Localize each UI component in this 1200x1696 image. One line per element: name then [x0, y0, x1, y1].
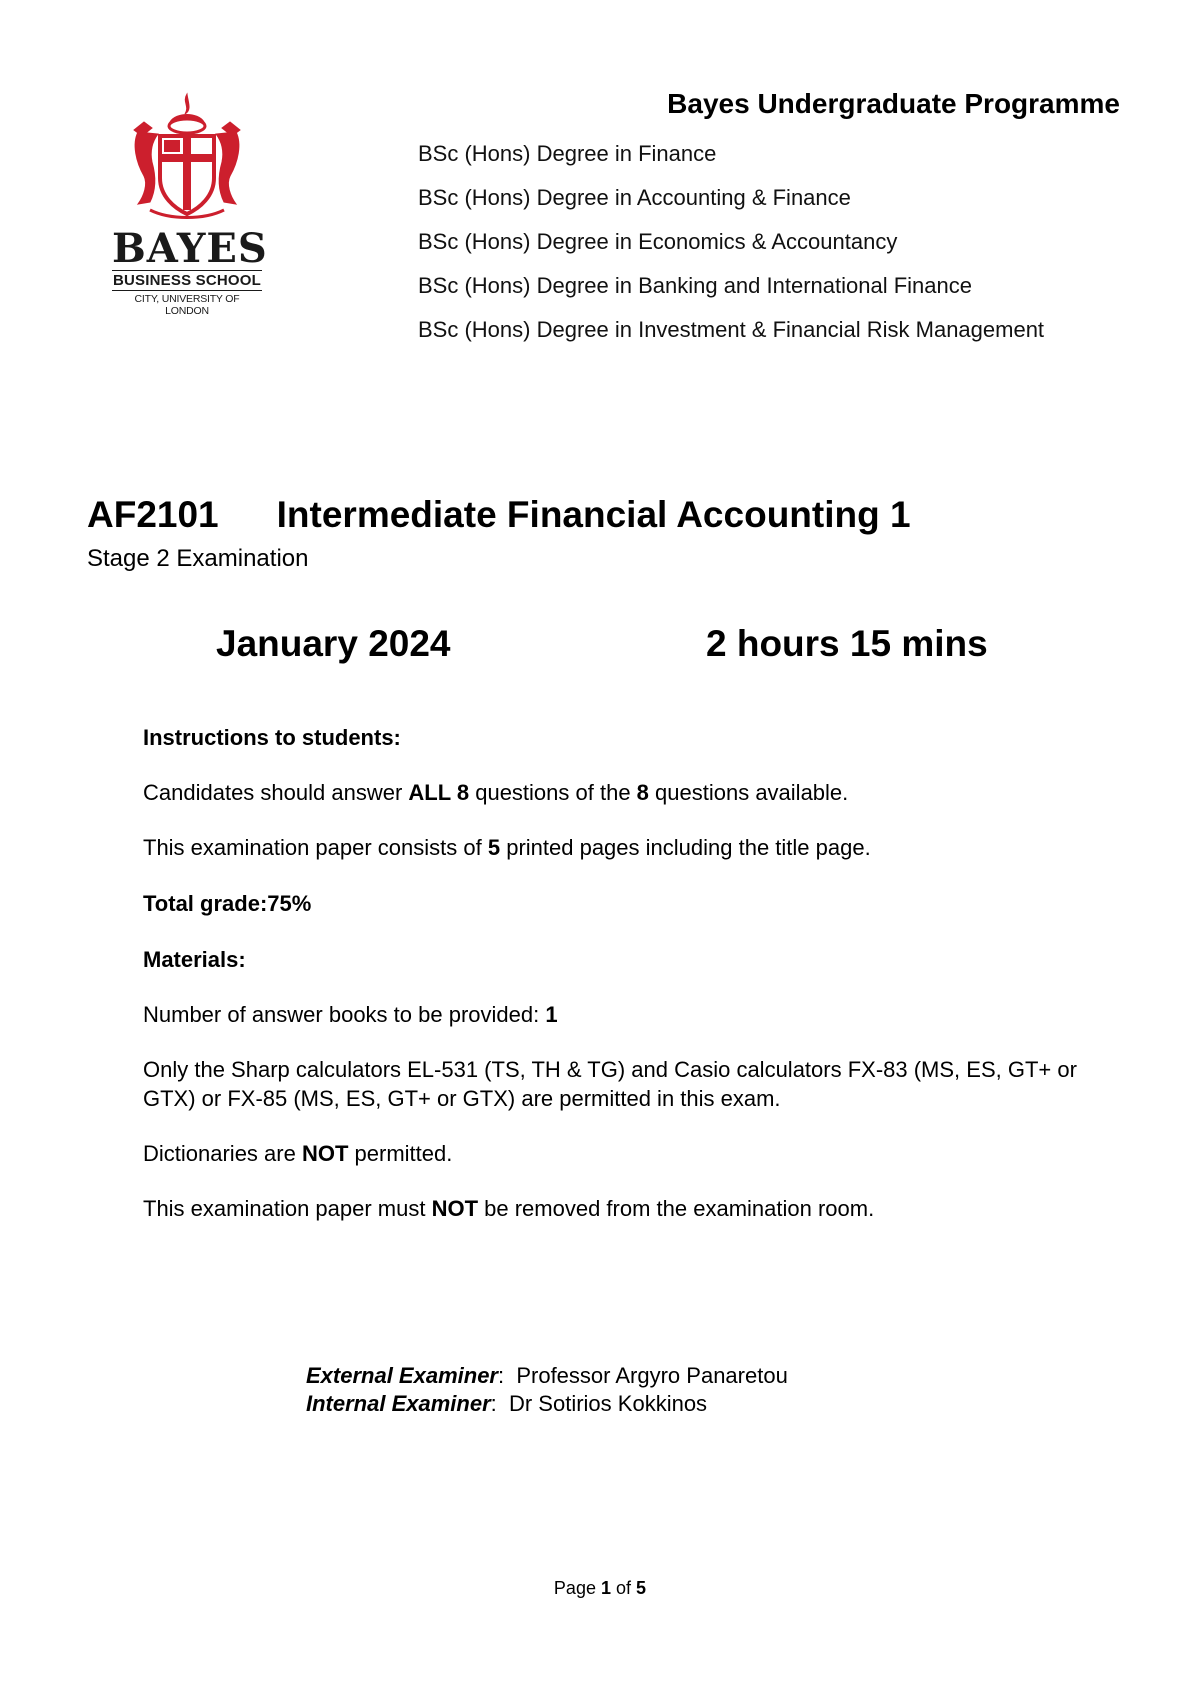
degree-item: BSc (Hons) Degree in Banking and International Finance: [418, 273, 972, 298]
exam-duration: 2 hours 15 mins: [706, 623, 988, 664]
logo-subtitle: BUSINESS SCHOOL: [112, 272, 262, 289]
exam-stage: Stage 2 Examination: [87, 545, 309, 572]
degree-list: [418, 140, 1138, 360]
course-title: Intermediate Financial Accounting 1: [276, 494, 911, 535]
calculators-rule: Only the Sharp calculators EL-531 (TS, TH & TG) and Casio calculators FX-83 (MS, ES, GT+ or GTX) or FX-85 (MS, ES, GT+ or GTX) are permitted in this exam.: [143, 1057, 1077, 1111]
examiners: [306, 1362, 788, 1418]
dictionaries-rule: Dictionaries are NOT permitted.: [143, 1141, 453, 1166]
internal-examiner: Internal Examiner: Dr Sotirios Kokkinos: [306, 1391, 708, 1416]
degree-item: BSc (Hons) Degree in Investment & Financial Risk Management: [418, 317, 1045, 342]
answer-books: Number of answer books to be provided: 1: [143, 1002, 558, 1027]
school-logo: [112, 92, 268, 317]
coat-of-arms-icon: [130, 92, 244, 222]
room-rule: This examination paper must NOT be removed from the examination room.: [143, 1196, 875, 1221]
page-number: Page 1 of 5: [553, 1578, 647, 1598]
course-code: AF2101: [87, 494, 219, 535]
instructions-heading: Instructions to students:: [143, 725, 401, 750]
answer-instruction: Candidates should answer ALL 8 questions of the 8 questions available.: [143, 780, 849, 805]
degree-item: BSc (Hons) Degree in Economics & Accountancy: [418, 229, 898, 254]
pages-instruction: This examination paper consists of 5 printed pages including the title page.: [143, 835, 871, 860]
logo-university: CITY, UNIVERSITY OF LONDON: [112, 290, 262, 317]
materials-heading: Materials:: [143, 947, 246, 972]
total-grade: Total grade:75%: [143, 891, 312, 916]
degree-item: BSc (Hons) Degree in Accounting & Finance: [418, 185, 851, 210]
degree-item: BSc (Hons) Degree in Finance: [418, 141, 717, 166]
logo-wordmark: BAYES: [112, 225, 268, 272]
external-examiner: External Examiner: Professor Argyro Panaretou: [306, 1363, 788, 1388]
course-heading: [87, 494, 911, 536]
exam-date: January 2024: [216, 623, 451, 664]
programme-title: Bayes Undergraduate Programme: [667, 88, 1120, 119]
